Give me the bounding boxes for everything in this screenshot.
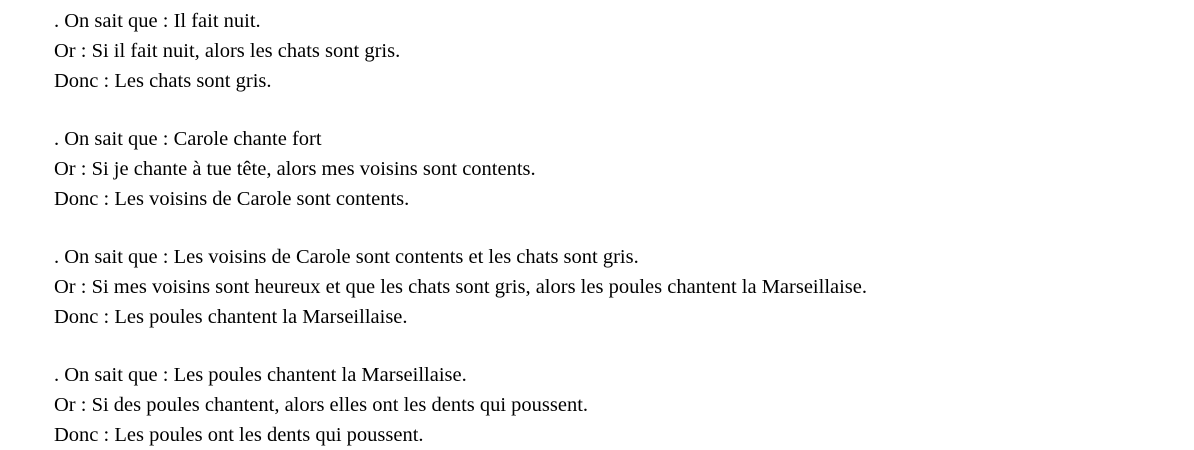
conclusion-line: Donc : Les voisins de Carole sont contents. — [54, 188, 410, 210]
premise-minor-line: Or : Si il fait nuit, alors les chats sont gris. — [54, 40, 401, 62]
premise-minor-line: Or : Si des poules chantent, alors elles ont les dents qui poussent. — [54, 394, 589, 416]
syllogism-block — [54, 6, 1194, 96]
conclusion-line: Donc : Les poules chantent la Marseillaise. — [54, 306, 408, 328]
syllogism-block — [54, 360, 1194, 450]
premise-major-line: . On sait que : Carole chante fort — [54, 128, 322, 150]
premise-minor-line: Or : Si je chante à tue tête, alors mes voisins sont contents. — [54, 158, 536, 180]
syllogism-block — [54, 124, 1194, 214]
premise-major-line: . On sait que : Les poules chantent la Marseillaise. — [54, 364, 467, 386]
conclusion-line: Donc : Les poules ont les dents qui poussent. — [54, 424, 424, 446]
premise-major-line: . On sait que : Il fait nuit. — [54, 10, 261, 32]
premise-minor-line: Or : Si mes voisins sont heureux et que les chats sont gris, alors les poules chantent la Marseillaise. — [54, 276, 868, 298]
conclusion-line: Donc : Les chats sont gris. — [54, 70, 272, 92]
premise-major-line: . On sait que : Les voisins de Carole sont contents et les chats sont gris. — [54, 246, 639, 268]
syllogism-block — [54, 242, 1194, 332]
